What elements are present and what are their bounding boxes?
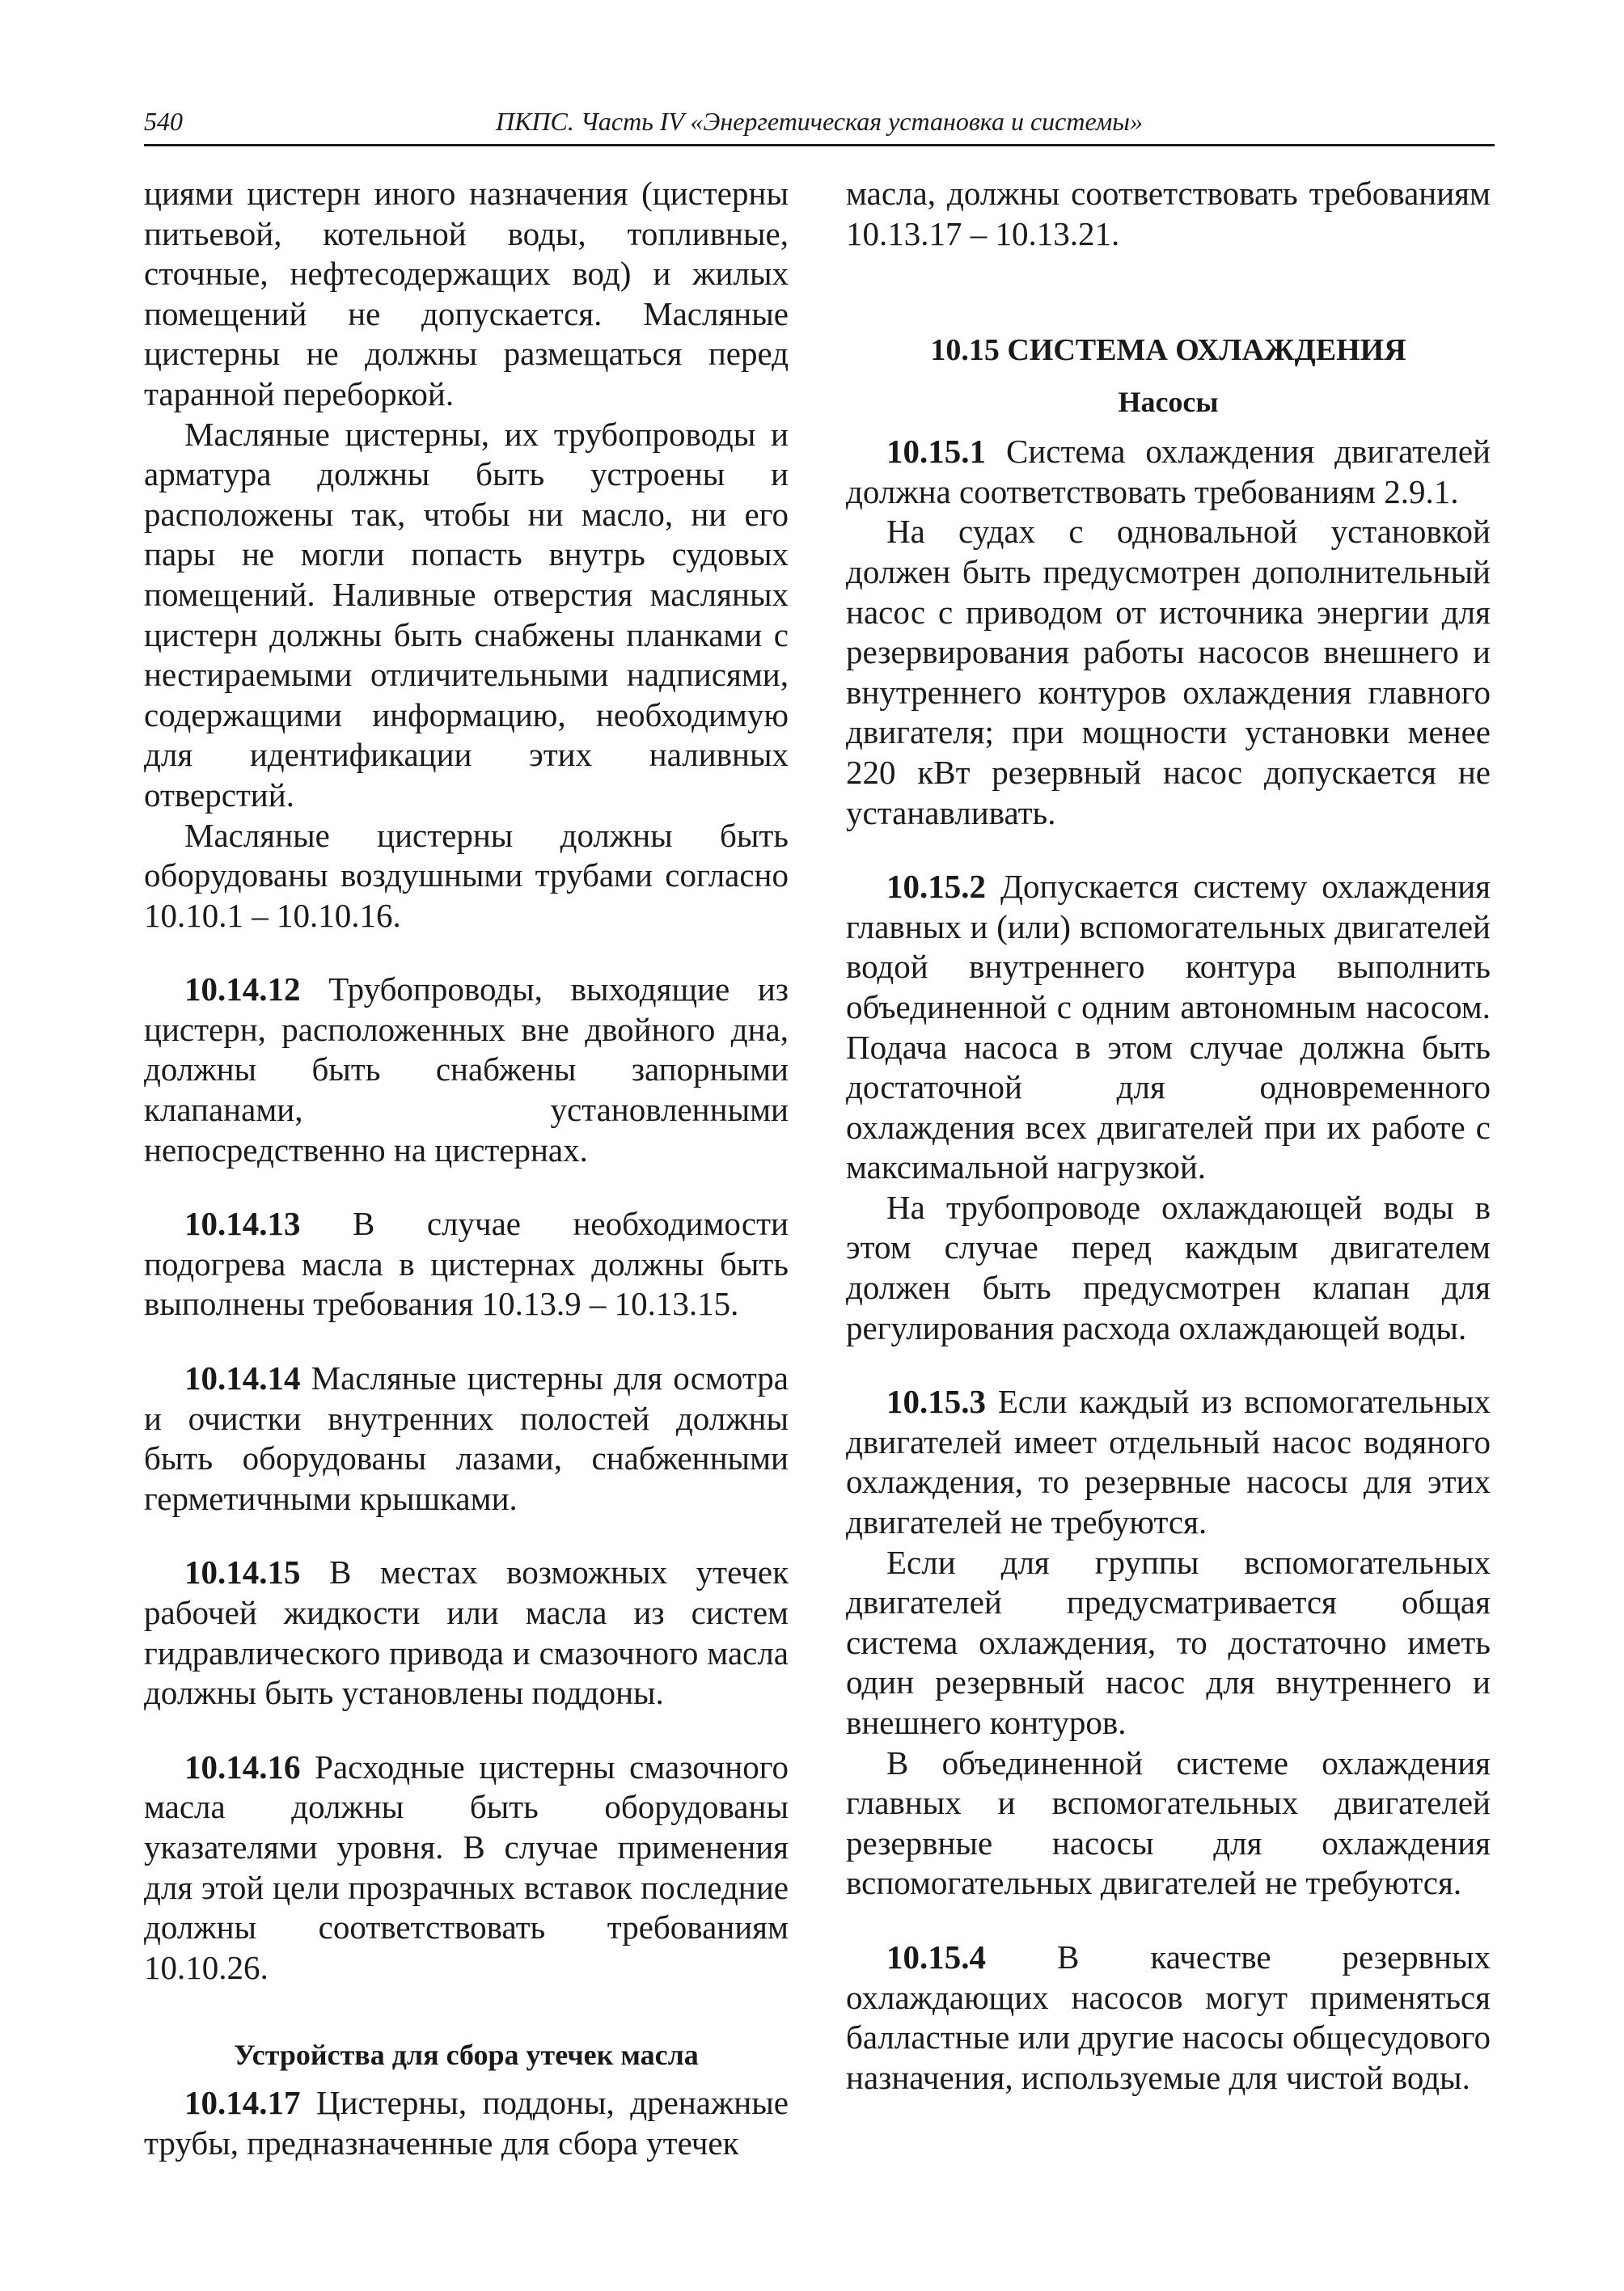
clause-number: 10.15.1 (886, 433, 986, 471)
clause-number: 10.14.15 (184, 1553, 301, 1591)
paragraph-continued: циями цистерн иного назначения (цистерны питьевой, котельной воды, топливные, сточные, нефтесодержащих вод) и жилых помещений не допускается. Масляные цистерны не должны размещаться перед таранной переборкой. (144, 175, 789, 412)
clause-text: Масляные цистерны для осмотра и очистки внутренних полостей должны быть оборудованы лазами, снабженными герметичными крышками. (144, 1359, 789, 1517)
subsection-heading: Насосы (1118, 386, 1219, 419)
left-column (144, 174, 789, 2164)
clause-10-14-15 (144, 1553, 789, 1713)
clause-number: 10.15.2 (886, 868, 986, 906)
subsection-heading: Устройства для сбора утечек масла (234, 2039, 699, 2072)
clause-number: 10.14.16 (184, 1748, 301, 1786)
paragraph: На судах с одновальной установкой должен быть предусмотрен дополнительный насос с приводом от источника энергии для резервирования работы насосов внешнего и внутреннего контуров охлаждения главного двигателя; при мощности установки менее 220 кВт резервный насос допускается не устанавливать. (846, 513, 1491, 831)
section-title: 10.15 СИСТЕМА ОХЛАЖДЕНИЯ (930, 333, 1406, 368)
page-number: 540 (144, 107, 183, 136)
clause-10-15-1 (846, 432, 1491, 512)
clause-text: В местах возможных утечек рабочей жидкости или масла из систем гидравлического привода и смазочного масла должны быть установлены поддоны. (144, 1553, 789, 1712)
clause-text: Цистерны, поддоны, дренажные трубы, предназначенные для сбора утечек (144, 2084, 789, 2162)
clause-text: Система охлаждения двигателей должна соответствовать требованиям 2.9.1. (846, 433, 1491, 510)
clause-text: В случае необходимости подогрева масла в цистернах должны быть выполнены требования 10.13.9 – 10.13.15. (144, 1205, 789, 1323)
clause-text: В качестве резервных охлаждающих насосов могут применяться балластные или другие насосы общесудового назначения, используемые для чистой воды. (846, 1938, 1491, 2096)
clause-text: Расходные цистерны смазочного масла должны быть оборудованы указателями уровня. В случае применения для этой цели прозрачных вставок последние должны соответствовать требованиям 10.10.26. (144, 1748, 789, 1986)
paragraph: На трубопроводе охлаждающей воды в этом случае перед каждым двигателем должен быть предусмотрен клапан для регулирования расхода охлаждающей воды. (846, 1188, 1491, 1346)
clause-10-15-3 (846, 1382, 1491, 1542)
running-header (144, 104, 1495, 146)
clause-number: 10.15.4 (886, 1938, 986, 1976)
running-title: ПКПС. Часть IV «Энергетическая установка и системы» (496, 107, 1143, 136)
clause-10-14-12 (144, 970, 789, 1170)
clause-10-14-14 (144, 1359, 789, 1519)
clause-number: 10.14.14 (184, 1359, 301, 1397)
clause-10-15-2 (846, 867, 1491, 1188)
clause-text: Если каждый из вспомогательных двигателей имеет отдельный насос водяного охлаждения, то резервные насосы для этих двигателей не требуются. (846, 1383, 1491, 1541)
paragraph: Масляные цистерны, их трубопроводы и арматура должны быть устроены и расположены так, чтобы ни масло, ни его пары не могли попасть внутрь судовых помещений. Наливные отверстия масляных цистерн должны быть снабжены планками с нестираемыми отличительными надписями, содержащими информацию, необходимую для идентификации этих наливных отверстий. (144, 415, 789, 814)
clause-text: Допускается систему охлаждения главных и (или) вспомогательных двигателей водой внутреннего контура выполнить объединенной с одним автономным насосом. Подача насоса в этом случае должна быть достаточной для одновременного охлаждения всех двигателей при их работе с максимальной нагрузкой. (846, 868, 1491, 1186)
paragraph: В объединенной системе охлаждения главных и вспомогательных двигателей резервные насосы для охлаждения вспомогательных двигателей не требуются. (846, 1744, 1491, 1902)
clause-10-14-13 (144, 1204, 789, 1325)
clause-number: 10.14.13 (184, 1205, 301, 1243)
paragraph-continued: масла, должны соответствовать требованиям 10.13.17 – 10.13.21. (846, 175, 1491, 252)
clause-10-15-4 (846, 1938, 1491, 2098)
clause-10-14-17 (144, 2083, 789, 2163)
clause-10-14-16 (144, 1748, 789, 1989)
right-column (846, 174, 1491, 2098)
clause-number: 10.14.12 (184, 970, 301, 1008)
clause-number: 10.15.3 (886, 1383, 986, 1421)
paragraph: Масляные цистерны должны быть оборудованы воздушными трубами согласно 10.10.1 – 10.10.16. (144, 816, 789, 934)
clause-text: Трубопроводы, выходящие из цистерн, расположенных вне двойного дна, должны быть снабжены запорными клапанами, установленными непосредственно на цистернах. (144, 970, 789, 1169)
paragraph: Если для группы вспомогательных двигателей предусматривается общая система охлаждения, то достаточно иметь один резервный насос для внутреннего и внешнего контуров. (846, 1543, 1491, 1741)
clause-number: 10.14.17 (184, 2084, 301, 2122)
